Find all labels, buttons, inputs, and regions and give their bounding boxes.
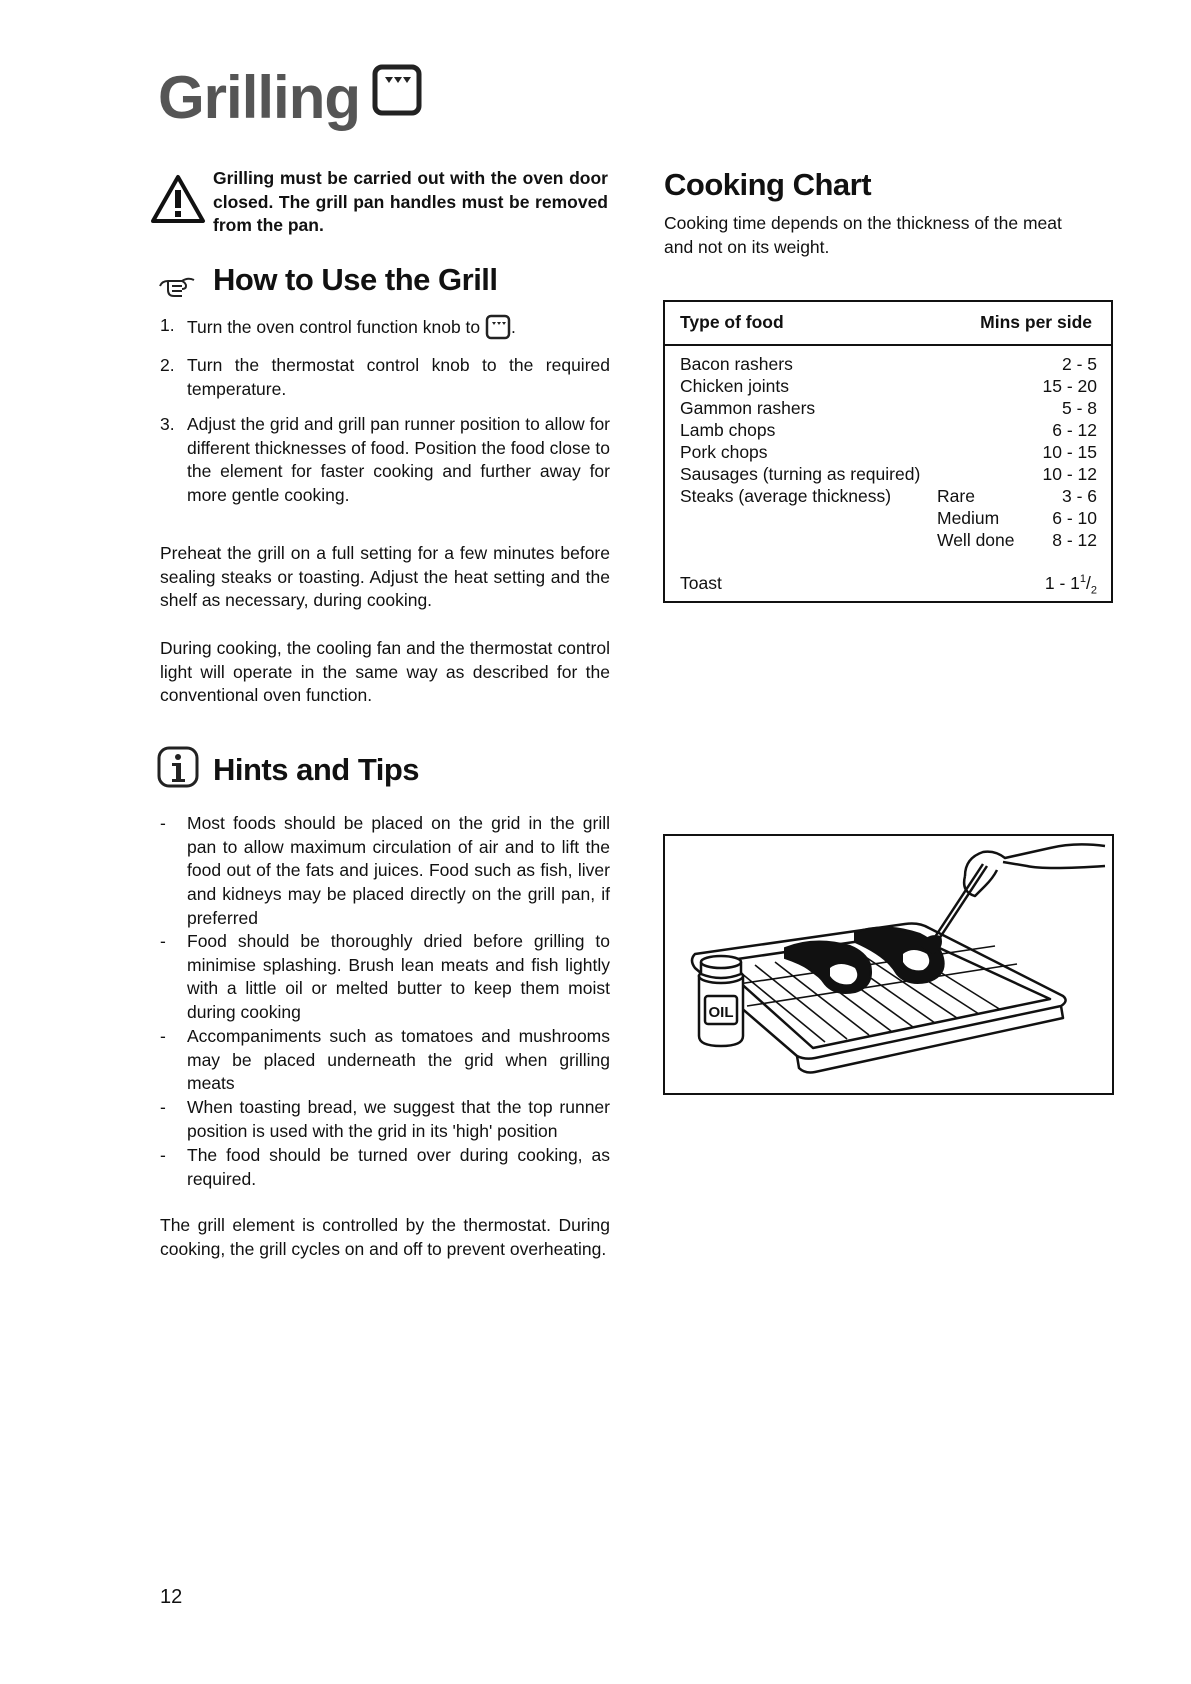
oil-jar-label: OIL xyxy=(708,1004,734,1021)
list-item xyxy=(160,930,610,1025)
hint-text: When toasting bread, we suggest that the top runner position is used with the grid in its 'high' position xyxy=(187,1097,610,1141)
table-row xyxy=(665,420,1111,444)
doneness-cell: Well done xyxy=(937,530,1015,550)
chart-intro: Cooking time depends on the thickness of the meat and not on its weight. xyxy=(664,213,1062,257)
list-item xyxy=(160,812,610,930)
food-cell: Lamb chops xyxy=(680,420,776,440)
food-cell: Bacon rashers xyxy=(680,354,793,374)
hint-text: The food should be turned over during cooking, as required. xyxy=(187,1145,610,1189)
mins-cell xyxy=(1044,573,1097,597)
step-1-suffix: . xyxy=(511,317,516,337)
fraction-numerator: 1 xyxy=(1079,573,1086,586)
list-item xyxy=(160,354,610,402)
step-number: 1. xyxy=(160,315,175,335)
list-item xyxy=(160,314,610,338)
table-row xyxy=(665,398,1111,422)
mins-cell: 6 - 12 xyxy=(1052,420,1097,440)
grill-pan-illustration xyxy=(663,834,1114,1095)
how-to-heading: How to Use the Grill xyxy=(213,262,498,297)
warning-text: Grilling must be carried out with the oven door closed. The grill pan handles must be removed from the pan. xyxy=(213,168,608,235)
step-number: 3. xyxy=(160,414,175,434)
table-row xyxy=(665,376,1111,400)
grill-function-icon xyxy=(485,314,511,340)
hint-text: Most foods should be placed on the grid in the grill pan to allow maximum circulation of air and to lift the food out of the fats and juices. Food such as fish, liver and kidneys may be placed directly on the grill pan, if preferred xyxy=(187,813,610,928)
table-row xyxy=(665,486,1111,510)
info-icon xyxy=(157,746,199,788)
column-header-mins: Mins per side xyxy=(980,312,1092,332)
step-text: Adjust the grid and grill pan runner position to allow for different thicknesses of food. Position the food close to the element for faster cooking and further away for more gentle cooking. xyxy=(187,414,610,506)
column-header-food: Type of food xyxy=(680,312,784,332)
table-row xyxy=(665,508,1111,532)
mins-cell: 6 - 10 xyxy=(1052,508,1097,528)
bullet-dash: - xyxy=(160,1145,166,1165)
bullet-dash: - xyxy=(160,1097,166,1117)
step-text: Turn the thermostat control knob to the required temperature. xyxy=(187,355,610,399)
thermostat-paragraph: The grill element is controlled by the thermostat. During cooking, the grill cycles on and off to prevent overheating. xyxy=(160,1215,610,1259)
grill-pan-drawing xyxy=(665,836,1112,1093)
hint-text: Food should be thoroughly dried before grilling to minimise splashing. Brush lean meats and fish lightly with a little oil or melted butter to keep them moist during cooking xyxy=(187,931,610,1023)
fraction-slash: / xyxy=(1086,573,1091,593)
chart-heading: Cooking Chart xyxy=(664,167,872,202)
table-row xyxy=(665,464,1111,488)
page-title: Grilling xyxy=(158,64,360,131)
toast-mins: 1 - 1 xyxy=(1044,573,1080,593)
bullet-dash: - xyxy=(160,813,166,833)
fraction-denominator: 2 xyxy=(1090,584,1097,597)
step-number: 2. xyxy=(160,355,175,375)
cooling-fan-paragraph: During cooking, the cooling fan and the thermostat control light will operate in the same way as described for the conventional oven function. xyxy=(160,638,610,706)
hints-heading: Hints and Tips xyxy=(213,752,420,787)
food-cell: Toast xyxy=(680,573,722,593)
doneness-cell: Medium xyxy=(937,508,1000,528)
list-item xyxy=(160,1144,610,1192)
warning-icon xyxy=(150,174,206,224)
list-item xyxy=(160,1096,610,1144)
bullet-dash: - xyxy=(160,931,166,951)
food-cell: Sausages (turning as required) xyxy=(680,464,921,484)
page-number: 12 xyxy=(160,1586,183,1608)
grill-function-icon xyxy=(372,64,422,116)
doneness-cell: Rare xyxy=(937,486,975,506)
list-item xyxy=(160,1025,610,1096)
mins-cell: 10 - 12 xyxy=(1042,464,1097,484)
mins-cell: 10 - 15 xyxy=(1042,442,1097,462)
list-item xyxy=(160,413,610,509)
table-header xyxy=(665,302,1111,346)
food-cell: Chicken joints xyxy=(680,376,789,396)
mins-cell: 2 - 5 xyxy=(1061,354,1097,374)
cooking-chart-table xyxy=(663,300,1113,603)
table-row xyxy=(665,442,1111,466)
step-1-text: Turn the oven control function knob to xyxy=(187,317,481,337)
preheat-paragraph: Preheat the grill on a full setting for a few minutes before sealing steaks or toasting. Adjust the heat setting and the shelf as necessary, during cooking. xyxy=(160,543,610,611)
food-cell: Steaks (average thickness) xyxy=(680,486,892,506)
mins-cell: 15 - 20 xyxy=(1042,376,1097,396)
food-cell: Gammon rashers xyxy=(680,398,816,418)
table-row xyxy=(665,573,1111,597)
mins-cell: 5 - 8 xyxy=(1061,398,1097,418)
pointing-hand-icon xyxy=(158,272,198,302)
mins-cell: 3 - 6 xyxy=(1061,486,1097,506)
hint-text: Accompaniments such as tomatoes and mushrooms may be placed underneath the grid when grilling meats xyxy=(187,1026,610,1094)
table-row xyxy=(665,354,1111,378)
mins-cell: 8 - 12 xyxy=(1052,530,1097,550)
step-text xyxy=(187,314,516,340)
table-row xyxy=(665,530,1111,554)
food-cell: Pork chops xyxy=(680,442,768,462)
bullet-dash: - xyxy=(160,1026,166,1046)
